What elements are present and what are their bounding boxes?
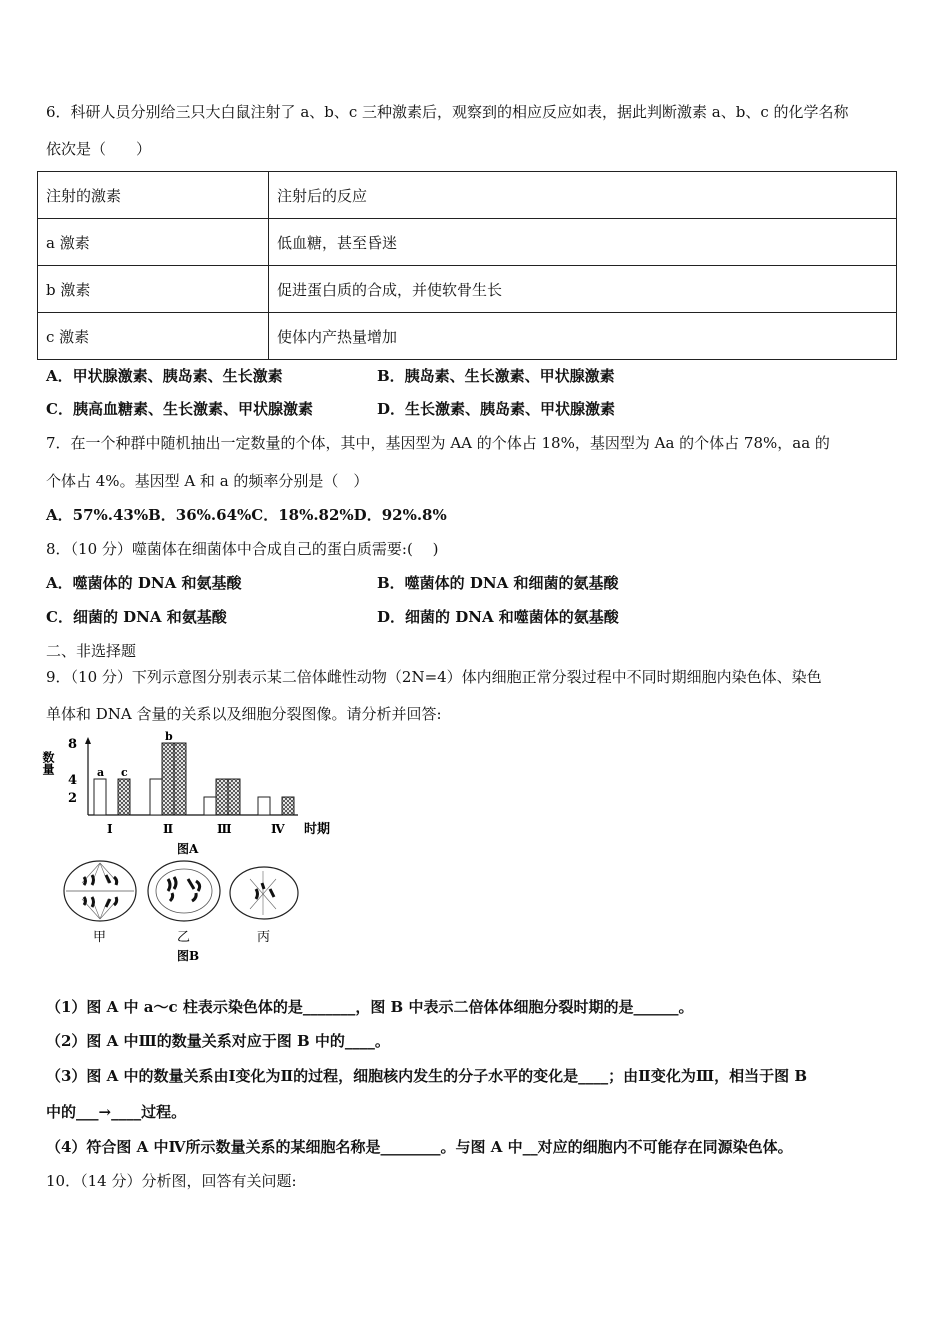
bar-a-4 [258,797,270,815]
table-cell: 促进蛋白质的合成，并使软骨生长 [269,266,897,313]
q6-option-d[interactable]: D．生长激素、胰岛素、甲状腺激素 [377,400,616,418]
q9-sub1: （1）图 A 中 a～c 柱表示染色体的是_______，图 B 中表示二倍体体细胞分裂时期的是______。 [46,998,694,1016]
q6-stem-line1: 6．科研人员分别给三只大白鼠注射了 a、b、c 三种激素后，观察到的相应反应如表，据此判断激素 a、b、c 的化学名称 [46,103,849,121]
q9-stem-line1: 9．（10 分）下列示意图分别表示某二倍体雌性动物（2N=4）体内细胞正常分裂过程中不同时期细胞内染色体、染色 [46,668,822,686]
cell-label-bing: 丙 [257,930,271,945]
figure-a-chart [41,730,356,860]
bar-a-3 [204,797,216,815]
q9-sub4: （4）符合图 A 中Ⅳ所示数量关系的某细胞名称是________。与图 A 中__对应的细胞内不可能存在同源染色体。 [46,1138,793,1156]
table-header-reaction: 注射后的反应 [269,172,897,219]
q7-options[interactable]: A．57%.43%B．36%.64%C．18%.82%D．92%.8% [46,506,447,524]
x-tick-label: Ⅳ [271,822,285,836]
bar-c-4 [282,797,294,815]
table-cell: 使体内产热量增加 [269,313,897,360]
x-tick-label: Ⅲ [217,822,232,836]
table-cell: a 激素 [38,219,269,266]
hormone-table [37,171,897,360]
bar-series-label: a [97,766,105,779]
q6-option-c[interactable]: C．胰高血糖素、生长激素、甲状腺激素 [46,400,313,418]
q10-stem: 10．（14 分）分析图，回答有关问题: [46,1172,297,1190]
q7-stem-line2: 个体占 4%。基因型 A 和 a 的频率分别是（ ） [46,472,369,490]
table-header-hormone: 注射的激素 [38,172,269,219]
q6-option-b[interactable]: B．胰岛素、生长激素、甲状腺激素 [377,367,615,385]
bar-series-label: b [165,730,173,743]
bar-series-label: c [121,766,128,779]
cell-jia-icon [64,861,136,921]
table-row [38,266,897,313]
q6-option-a[interactable]: A．甲状腺激素、胰岛素、生长激素 [46,367,283,385]
figure-a-caption: 图A [177,842,199,856]
table-cell: c 激素 [38,313,269,360]
y-axis-label: 数量 [41,751,55,775]
bar-a-2 [150,779,162,815]
cell-yi-icon [148,861,220,921]
q9-sub2: （2）图 A 中Ⅲ的数量关系对应于图 B 中的____。 [46,1032,390,1050]
bar-a-1 [94,779,106,815]
x-tick-label: Ⅱ [163,822,174,836]
q8-option-b[interactable]: B．噬菌体的 DNA 和细菌的氨基酸 [377,574,619,592]
figure-b-cells [62,853,312,965]
q8-option-c[interactable]: C．细菌的 DNA 和氨基酸 [46,608,227,626]
q9-stem-line2: 单体和 DNA 含量的关系以及细胞分裂图像。请分析并回答: [46,705,442,723]
table-row [38,219,897,266]
q8-option-d[interactable]: D．细菌的 DNA 和噬菌体的氨基酸 [377,608,619,626]
y-axis-arrow [85,737,91,744]
bar-c-3 [228,779,240,815]
table-cell: 低血糖，甚至昏迷 [269,219,897,266]
y-tick-label: 8 [68,737,78,752]
y-tick-label: 2 [68,791,78,806]
bar-b-2 [162,743,174,815]
q6-stem-line2: 依次是（ ） [46,140,152,158]
section-heading: 二、非选择题 [46,642,137,660]
q7-stem-line1: 7．在一个种群中随机抽出一定数量的个体，其中，基因型为 AA 的个体占 18%，基因型为 Aa 的个体占 78%，aa 的 [46,434,830,452]
bar-b-3 [216,779,228,815]
q8-stem: 8．（10 分）噬菌体在细菌体中合成自己的蛋白质需要:( ) [46,540,439,558]
table-cell: b 激素 [38,266,269,313]
x-tick-label: Ⅰ [107,822,113,836]
table-row [38,313,897,360]
y-tick-label: 4 [68,773,78,788]
x-axis-label: 时期 [304,822,331,837]
cell-label-yi: 乙 [177,930,191,945]
cell-bing-icon [230,867,298,919]
bar-c-2 [174,743,186,815]
q9-sub3-line2: 中的___→____过程。 [46,1103,187,1121]
table-row [38,172,897,219]
cell-label-jia: 甲 [93,930,107,945]
q8-option-a[interactable]: A．噬菌体的 DNA 和氨基酸 [46,574,242,592]
bar-c-1 [118,779,130,815]
figure-b-caption: 图B [177,949,200,963]
q9-sub3-line1: （3）图 A 中的数量关系由Ⅰ变化为Ⅱ的过程，细胞核内发生的分子水平的变化是____；由Ⅱ变化为Ⅲ，相当于图 B [46,1067,807,1085]
